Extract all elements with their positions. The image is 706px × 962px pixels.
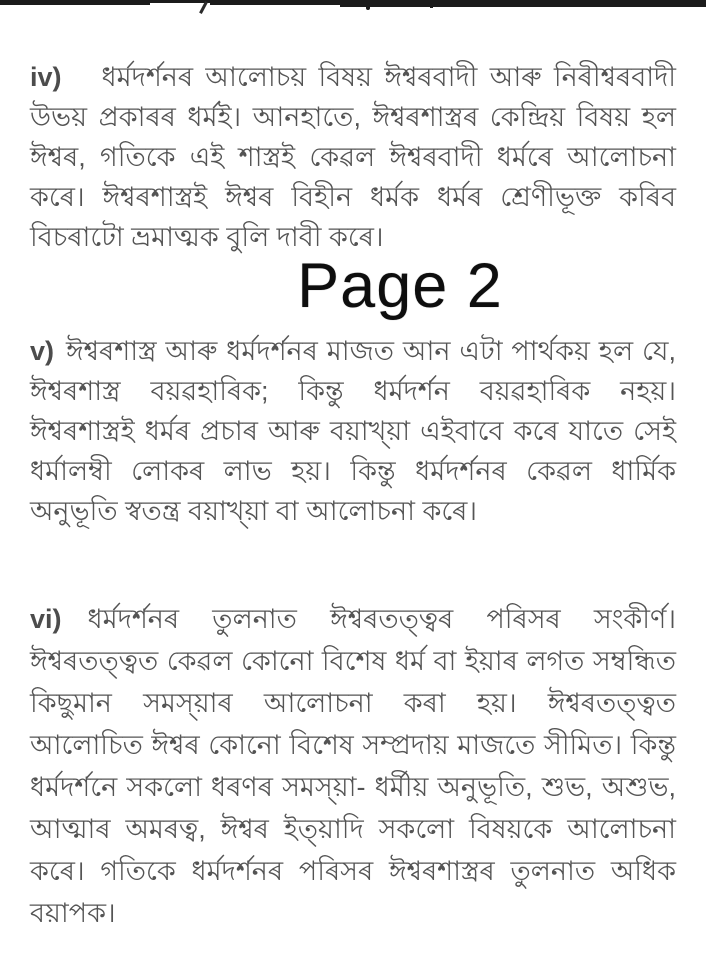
page-title: Page 2 (297, 251, 503, 321)
cropped-text-remnant-thick (340, 0, 706, 7)
paragraph-v-marker: v) (30, 336, 55, 366)
cropped-text-gap (150, 3, 210, 6)
paragraph-iv (30, 57, 676, 257)
paragraph-vi-text: ধৰ্মদৰ্শনৰ তুলনাত ঈশ্বৰতত্ত্বৰ পৰিসৰ সংকীৰ্ণ। ঈশ্বৰতত্ত্বত কেৱল কোনো বিশেষ ধৰ্ম বা ইয়াৰ লগত সম্বন্ধিত কিছুমান সমস্য়াৰ আলোচনা কৰা হয়। ঈশ্বৰতত্ত্বত আলোচিত ঈশ্বৰ কোনো বিশেষ সম্প্ৰদায় মাজতে সীমিত। কিন্তু ধৰ্মদৰ্শনে সকলো ধৰণৰ সমস্য়া- ধৰ্মীয় অনুভূতি, শুভ, অশুভ, আত্মাৰ অমৰত্ব, ঈশ্বৰ ইত্য়াদি সকলো বিষয়কে আলোচনা কৰে। গতিকে ধৰ্মদৰ্শনৰ পৰিসৰ ঈশ্বৰশাস্ত্ৰৰ তুলনাত অধিক বয়াপক। (30, 604, 676, 928)
paragraph-v-text: ঈশ্বৰশাস্ত্ৰ আৰু ধৰ্মদৰ্শনৰ মাজত আন এটা পাৰ্থকয় হল যে, ঈশ্বৰশাস্ত্ৰ বয়ৱহাৰিক; কিন্তু ধৰ্মদৰ্শন বয়ৱহাৰিক নহয়। ঈশ্বৰশাস্ত্ৰই ধৰ্মৰ প্ৰচাৰ আৰু বয়াখ্য়া এইবাবে কৰে যাতে সেই ধৰ্মালম্বী লোকৰ লাভ হয়। কিন্তু ধৰ্মদৰ্শনৰ কেৱল ধাৰ্মিক অনুভূতি স্বতন্ত্ৰ বয়াখ্য়া বা আলোচনা কৰে। (30, 336, 676, 526)
paragraph-iv-marker: iv) (30, 62, 62, 92)
cropped-letter-descender (430, 0, 433, 8)
paragraph-iv-text: ধৰ্মদৰ্শনৰ আলোচয় বিষয় ঈশ্বৰবাদী আৰু নিৰীশ্বৰবাদী উভয় প্ৰকাৰৰ ধৰ্মই। আনহাতে, ঈশ্বৰশাস্ত্ৰৰ কেন্দ্ৰিয় বিষয় হল ঈশ্বৰ, গতিকে এই শাস্ত্ৰই কেৱল ঈশ্বৰবাদী ধৰ্মৰে আলোচনা কৰে। ঈশ্বৰশাস্ত্ৰই ঈশ্বৰ বিহীন ধৰ্মক ধৰ্মৰ শ্ৰেণীভূক্ত কৰিব বিচৰাটো ভ্ৰমাত্মক বুলি দাবী কৰে। (30, 62, 676, 252)
paragraph-vi (30, 598, 676, 934)
paragraph-vi-marker: vi) (30, 604, 62, 634)
paragraph-v (30, 331, 676, 531)
cropped-letter-descender (366, 0, 370, 10)
